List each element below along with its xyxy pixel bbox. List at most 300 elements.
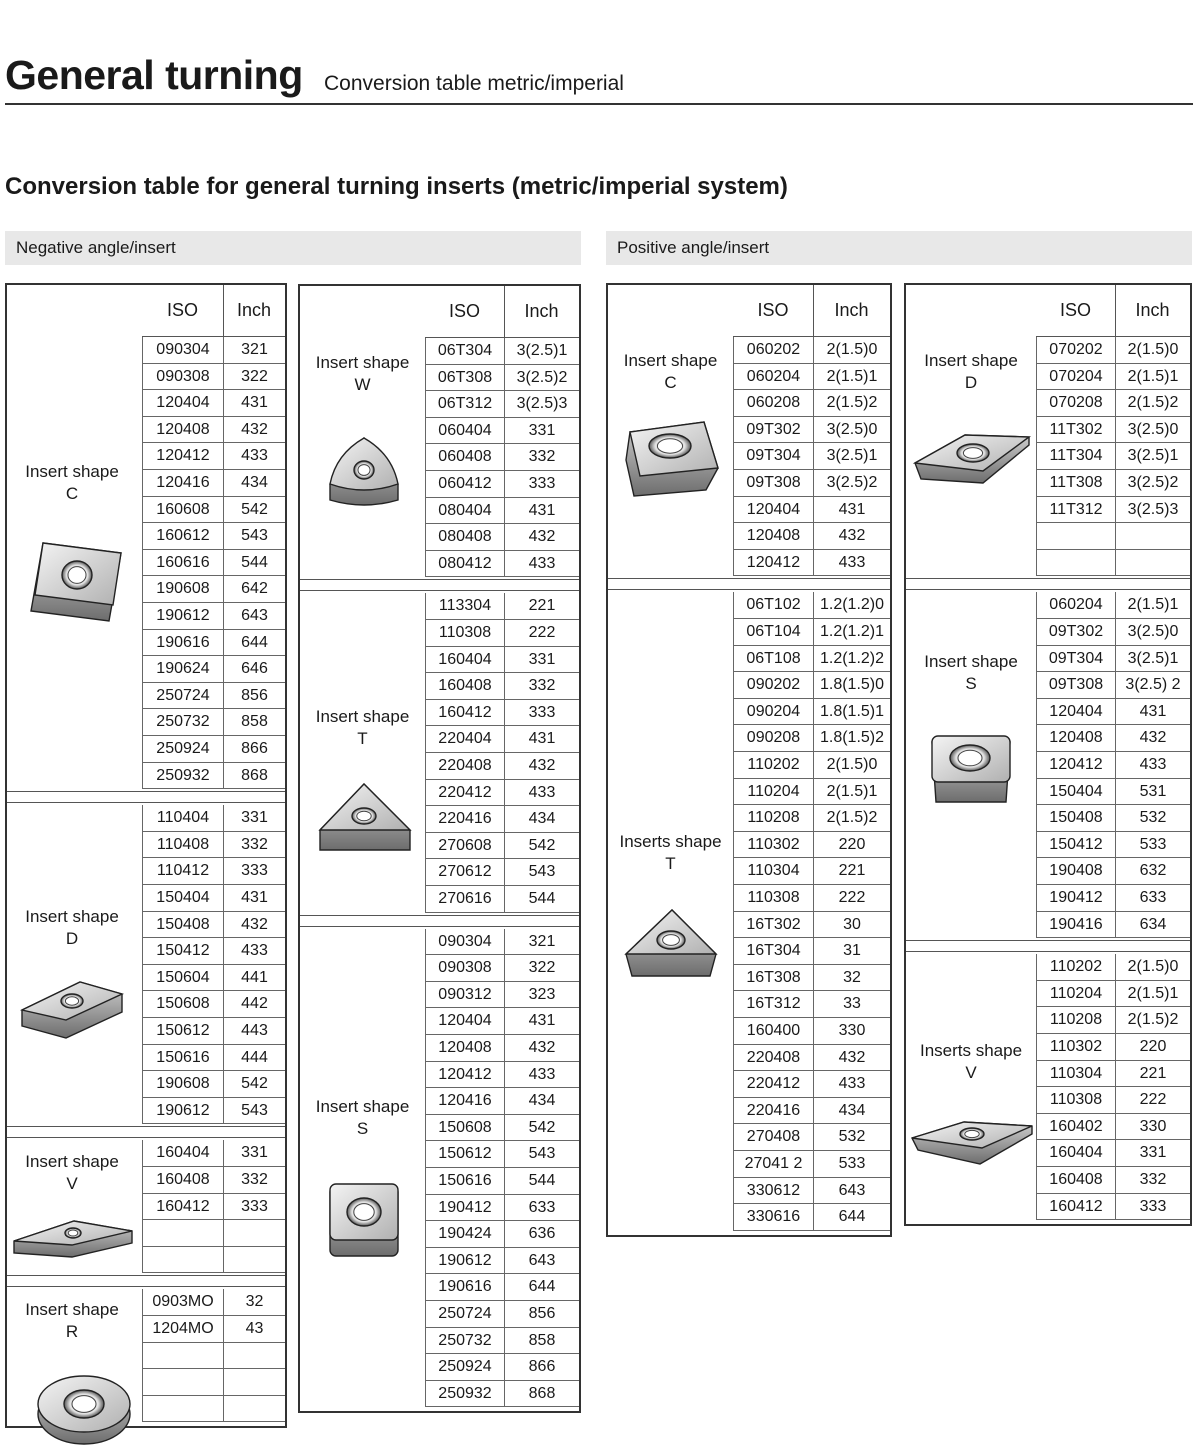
inch-code-cell: 431 [1115, 699, 1190, 726]
inch-code-cell: 333 [504, 471, 579, 498]
inch-code-cell: 646 [223, 656, 285, 683]
inch-code-cell: 1.2(1.2)1 [813, 619, 890, 646]
trigon-insert-icon [322, 434, 406, 515]
iso-code-cell: 150408 [1036, 805, 1115, 832]
shape-label-text: Insert shape [315, 1097, 410, 1116]
iso-code-cell: 270616 [425, 886, 504, 913]
square-insert-icon [326, 1180, 402, 1263]
iso-code-cell: 16T302 [733, 912, 813, 939]
iso-code-cell: 160412 [1036, 1194, 1115, 1221]
iso-code-cell: 080412 [425, 551, 504, 578]
inch-code-cell: 434 [504, 806, 579, 833]
shape-label-text: Insert shape [924, 351, 1018, 370]
shape-label-text: Insert shape [25, 907, 119, 926]
iso-code-cell: 110404 [142, 805, 223, 832]
iso-code-cell: 160408 [1036, 1167, 1115, 1194]
iso-code-cell [142, 1220, 223, 1247]
iso-code-cell: 090204 [733, 699, 813, 726]
iso-code-cell: 150608 [142, 991, 223, 1018]
inch-code-cell: 1.8(1.5)0 [813, 672, 890, 699]
inch-code-cell: 432 [504, 753, 579, 780]
inch-code-cell [223, 1396, 285, 1423]
inch-code-cell: 332 [504, 444, 579, 471]
table-negative-column-2 [298, 284, 581, 1413]
inch-code-cell: 331 [504, 418, 579, 445]
iso-code-cell: 110408 [142, 832, 223, 859]
inch-code-cell: 644 [504, 1274, 579, 1301]
inch-code-cell: 3(2.5)1 [1115, 443, 1190, 470]
inch-code-cell: 433 [813, 550, 890, 577]
iso-code-cell: 160412 [425, 700, 504, 727]
square-positive-insert-icon [930, 734, 1012, 809]
iso-code-cell: 11T308 [1036, 470, 1115, 497]
iso-code-cell: 120408 [142, 417, 223, 444]
inch-code-cell: 1.8(1.5)1 [813, 699, 890, 726]
inch-code-cell: 222 [813, 885, 890, 912]
inch-code-cell: 866 [504, 1354, 579, 1381]
shape-label-text: Insert shape [315, 707, 410, 726]
inch-code-cell: 433 [1115, 752, 1190, 779]
iso-code-cell: 110208 [1036, 1007, 1115, 1034]
shape-label-text: Inserts shape [619, 832, 722, 851]
iso-code-cell [142, 1369, 223, 1396]
inch-code-cell: 332 [504, 673, 579, 700]
iso-code-cell: 110308 [425, 620, 504, 647]
inch-code-cell: 31 [813, 938, 890, 965]
iso-code-cell: 070208 [1036, 390, 1115, 417]
header-inch: Inch [524, 301, 559, 321]
group-separator [906, 578, 1190, 590]
iso-code-cell: 270608 [425, 833, 504, 860]
inch-code-cell: 433 [504, 1062, 579, 1089]
shape-label-text: Insert shape [623, 351, 718, 370]
iso-code-cell: 110304 [1036, 1061, 1115, 1088]
inch-code-cell: 542 [223, 1071, 285, 1098]
inch-code-cell: 543 [223, 523, 285, 550]
inch-code-cell: 2(1.5)2 [1115, 390, 1190, 417]
iso-code-cell: 220404 [425, 726, 504, 753]
iso-code-cell [1036, 523, 1115, 550]
inch-code-cell [223, 1247, 285, 1274]
header-iso: ISO [166, 300, 198, 320]
iso-code-cell: 250724 [425, 1301, 504, 1328]
iso-code-cell: 160608 [142, 497, 223, 524]
iso-code-cell [142, 1247, 223, 1274]
inch-code-cell [223, 1343, 285, 1370]
iso-code-cell: 190408 [1036, 858, 1115, 885]
shape-label-text: Insert shape [315, 353, 410, 372]
table-positive-column-2 [904, 283, 1192, 1226]
inch-code-cell: 433 [504, 780, 579, 807]
inch-code-cell: 434 [223, 470, 285, 497]
inch-code-cell: 856 [504, 1301, 579, 1328]
iso-code-cell: 110204 [1036, 981, 1115, 1008]
iso-code-cell: 09T304 [733, 443, 813, 470]
iso-code-cell: 250732 [142, 709, 223, 736]
group-separator [300, 579, 579, 591]
iso-code-cell: 150616 [425, 1168, 504, 1195]
iso-code-cell: 250724 [142, 683, 223, 710]
inch-code-cell: 432 [504, 524, 579, 551]
iso-code-cell: 060204 [1036, 592, 1115, 619]
header-iso: ISO [448, 301, 480, 321]
group-separator [7, 1126, 285, 1138]
header-iso: ISO [1059, 300, 1091, 320]
shape-label-t [608, 831, 733, 875]
inch-code-cell: 432 [813, 523, 890, 550]
iso-code-cell: 070202 [1036, 337, 1115, 364]
iso-code-cell: 190412 [425, 1195, 504, 1222]
inch-code-cell: 432 [223, 912, 285, 939]
iso-code-cell: 220412 [425, 780, 504, 807]
inch-code-cell: 868 [223, 763, 285, 790]
inch-code-cell: 331 [1115, 1140, 1190, 1167]
positive-angle-band: Positive angle/insert [606, 231, 1192, 265]
inch-code-cell: 321 [223, 337, 285, 364]
iso-code-cell: 150608 [425, 1115, 504, 1142]
iso-code-cell: 220412 [733, 1071, 813, 1098]
inch-code-cell: 543 [504, 1141, 579, 1168]
iso-code-cell: 113304 [425, 593, 504, 620]
inch-code-cell: 3(2.5)3 [1115, 497, 1190, 524]
inch-code-cell: 431 [504, 1008, 579, 1035]
inch-code-cell: 221 [504, 593, 579, 620]
iso-code-cell: 110412 [142, 858, 223, 885]
iso-code-cell: 27041 2 [733, 1151, 813, 1178]
inch-code-cell: 866 [223, 736, 285, 763]
shape-letter: C [65, 484, 79, 503]
inch-code-cell: 43 [223, 1316, 285, 1343]
iso-code-cell: 11T302 [1036, 417, 1115, 444]
inch-code-cell: 432 [223, 417, 285, 444]
iso-code-cell: 110308 [1036, 1087, 1115, 1114]
iso-code-cell: 090304 [142, 337, 223, 364]
group-separator [7, 791, 285, 803]
iso-code-cell: 190616 [425, 1274, 504, 1301]
inch-code-cell: 431 [504, 726, 579, 753]
round-insert-icon [34, 1372, 134, 1451]
shape-letter: W [354, 375, 371, 394]
iso-code-cell [1036, 550, 1115, 577]
inch-code-cell: 442 [223, 991, 285, 1018]
iso-code-cell: 150604 [142, 965, 223, 992]
iso-code-cell: 090304 [425, 929, 504, 956]
inch-code-cell: 634 [1115, 912, 1190, 939]
inch-code-cell: 330 [1115, 1114, 1190, 1141]
inch-code-cell: 858 [504, 1328, 579, 1355]
rhombus-55-positive-insert-icon [913, 427, 1031, 498]
inch-code-cell: 868 [504, 1381, 579, 1408]
group-separator [300, 915, 579, 927]
inch-code-cell: 2(1.5)1 [1115, 981, 1190, 1008]
shape-letter: S [965, 674, 977, 693]
inch-code-cell: 858 [223, 709, 285, 736]
inch-code-cell: 221 [813, 858, 890, 885]
inch-code-cell: 30 [813, 912, 890, 939]
inch-code-cell: 431 [813, 497, 890, 524]
table-negative-column-1 [5, 283, 287, 1428]
inch-code-cell: 544 [223, 550, 285, 577]
inch-code-cell: 642 [223, 576, 285, 603]
iso-code-cell: 09T308 [733, 470, 813, 497]
inch-code-cell: 531 [1115, 779, 1190, 806]
inch-code-cell: 543 [223, 1098, 285, 1125]
iso-code-cell: 070204 [1036, 364, 1115, 391]
header-divider [5, 103, 1193, 105]
iso-code-cell: 160404 [142, 1140, 223, 1167]
shape-letter: T [665, 854, 676, 873]
iso-code-cell: 06T308 [425, 365, 504, 392]
header-inch: Inch [834, 300, 869, 320]
inch-code-cell [223, 1369, 285, 1396]
iso-code-cell: 110304 [733, 858, 813, 885]
iso-code-cell: 110302 [1036, 1034, 1115, 1061]
iso-code-cell: 250932 [425, 1381, 504, 1408]
inch-code-cell: 331 [504, 647, 579, 674]
iso-code-cell: 250924 [142, 736, 223, 763]
triangle-positive-insert-icon [624, 908, 718, 985]
inch-code-cell: 2(1.5)1 [813, 779, 890, 806]
inch-code-cell: 433 [223, 443, 285, 470]
inch-code-cell: 332 [1115, 1167, 1190, 1194]
inch-code-cell: 3(2.5)2 [813, 470, 890, 497]
shape-label-d [906, 350, 1036, 394]
iso-code-cell: 160408 [425, 673, 504, 700]
iso-code-cell: 11T304 [1036, 443, 1115, 470]
header-inch: Inch [236, 300, 272, 320]
shape-label-c [7, 461, 137, 505]
iso-code-cell: 190608 [142, 576, 223, 603]
iso-code-cell: 160404 [425, 647, 504, 674]
group-separator [608, 578, 890, 590]
negative-angle-band: Negative angle/insert [5, 231, 581, 265]
iso-code-cell: 060208 [733, 390, 813, 417]
iso-code-cell: 160412 [142, 1194, 223, 1221]
inch-code-cell: 333 [1115, 1194, 1190, 1221]
group-separator [7, 1275, 285, 1287]
shape-label-v [906, 1040, 1036, 1084]
iso-code-cell: 120404 [1036, 699, 1115, 726]
page-header [0, 0, 1200, 108]
triangle-insert-icon [318, 782, 412, 861]
inch-code-cell [223, 1220, 285, 1247]
iso-code-cell: 060204 [733, 364, 813, 391]
shape-label-text: Insert shape [25, 462, 119, 481]
page-title: General turning [5, 52, 303, 98]
iso-code-cell: 120412 [1036, 752, 1115, 779]
inch-code-cell: 221 [1115, 1061, 1190, 1088]
inch-code-cell: 2(1.5)0 [813, 752, 890, 779]
iso-code-cell: 120404 [425, 1008, 504, 1035]
shape-label-s [300, 1096, 425, 1140]
page-subtitle: Conversion table metric/imperial [324, 72, 624, 95]
iso-code-cell: 09T308 [1036, 672, 1115, 699]
shape-label-w [300, 352, 425, 396]
iso-code-cell: 190616 [142, 630, 223, 657]
inch-code-cell [1115, 523, 1190, 550]
shape-label-text: Insert shape [924, 652, 1018, 671]
table-positive-column-1 [606, 283, 892, 1237]
inch-code-cell: 431 [223, 390, 285, 417]
iso-code-cell: 110204 [733, 779, 813, 806]
iso-code-cell: 190608 [142, 1071, 223, 1098]
iso-code-cell: 110208 [733, 805, 813, 832]
shape-label-d [7, 906, 137, 950]
inch-code-cell: 3(2.5)0 [1115, 417, 1190, 444]
iso-code-cell: 06T304 [425, 338, 504, 365]
iso-code-cell: 080408 [425, 524, 504, 551]
inch-code-cell: 323 [504, 982, 579, 1009]
inch-code-cell: 444 [223, 1045, 285, 1072]
iso-code-cell: 150412 [1036, 832, 1115, 859]
iso-code-cell: 190612 [142, 603, 223, 630]
inch-code-cell: 533 [1115, 832, 1190, 859]
inch-code-cell: 644 [813, 1204, 890, 1231]
inch-code-cell: 3(2.5)2 [1115, 470, 1190, 497]
iso-code-cell: 120412 [733, 550, 813, 577]
inch-code-cell: 432 [813, 1045, 890, 1072]
rhombus-35-insert-icon [12, 1215, 134, 1264]
iso-code-cell: 270612 [425, 859, 504, 886]
inch-code-cell: 33 [813, 991, 890, 1018]
iso-code-cell: 330616 [733, 1204, 813, 1231]
inch-code-cell: 532 [813, 1124, 890, 1151]
iso-code-cell: 220416 [425, 806, 504, 833]
inch-code-cell: 636 [504, 1221, 579, 1248]
iso-code-cell: 110308 [733, 885, 813, 912]
iso-code-cell: 090308 [425, 955, 504, 982]
iso-code-cell: 16T312 [733, 991, 813, 1018]
shape-letter: S [356, 1119, 369, 1138]
iso-code-cell: 190412 [1036, 885, 1115, 912]
inch-code-cell: 3(2.5)0 [1115, 619, 1190, 646]
inch-code-cell: 332 [223, 1167, 285, 1194]
iso-code-cell: 120404 [733, 497, 813, 524]
iso-code-cell: 120416 [425, 1088, 504, 1115]
inch-code-cell: 544 [504, 1168, 579, 1195]
inch-code-cell: 331 [223, 805, 285, 832]
iso-code-cell: 150404 [1036, 779, 1115, 806]
inch-code-cell: 2(1.5)1 [1115, 364, 1190, 391]
inch-code-cell: 433 [813, 1071, 890, 1098]
iso-code-cell: 220408 [733, 1045, 813, 1072]
iso-code-cell: 330612 [733, 1178, 813, 1205]
inch-code-cell: 32 [223, 1289, 285, 1316]
inch-code-cell: 3(2.5)1 [504, 338, 579, 365]
inch-code-cell: 542 [504, 1115, 579, 1142]
iso-code-cell: 160616 [142, 550, 223, 577]
iso-code-cell: 160408 [142, 1167, 223, 1194]
iso-code-cell: 090308 [142, 364, 223, 391]
shape-label-text: Insert shape [25, 1152, 119, 1171]
inch-code-cell: 544 [504, 886, 579, 913]
iso-code-cell: 090202 [733, 672, 813, 699]
inch-code-cell: 222 [504, 620, 579, 647]
iso-code-cell: 120412 [142, 443, 223, 470]
iso-code-cell: 250732 [425, 1328, 504, 1355]
inch-code-cell: 222 [1115, 1087, 1190, 1114]
iso-code-cell: 160402 [1036, 1114, 1115, 1141]
inch-code-cell: 2(1.5)2 [813, 390, 890, 417]
inch-code-cell: 333 [504, 700, 579, 727]
iso-code-cell: 190424 [425, 1221, 504, 1248]
iso-code-cell: 06T108 [733, 646, 813, 673]
inch-code-cell: 3(2.5)2 [504, 365, 579, 392]
iso-code-cell: 150612 [142, 1018, 223, 1045]
inch-code-cell: 643 [223, 603, 285, 630]
iso-code-cell: 190416 [1036, 912, 1115, 939]
iso-code-cell: 06T104 [733, 619, 813, 646]
inch-code-cell: 330 [813, 1018, 890, 1045]
iso-code-cell: 120404 [142, 390, 223, 417]
inch-code-cell: 643 [504, 1248, 579, 1275]
shape-label-t [300, 706, 425, 750]
inch-code-cell: 433 [223, 938, 285, 965]
iso-code-cell: 110202 [1036, 954, 1115, 981]
inch-code-cell: 443 [223, 1018, 285, 1045]
iso-code-cell: 120408 [425, 1035, 504, 1062]
iso-code-cell: 0903MO [142, 1289, 223, 1316]
iso-code-cell: 080404 [425, 498, 504, 525]
shape-label-text: Insert shape [25, 1300, 119, 1319]
iso-code-cell: 120408 [1036, 725, 1115, 752]
group-separator [906, 940, 1190, 952]
rhombus-55-insert-icon [20, 980, 124, 1045]
iso-code-cell: 110302 [733, 832, 813, 859]
inch-code-cell: 1.2(1.2)0 [813, 592, 890, 619]
section-title: Conversion table for general turning inserts (metric/imperial system) [5, 173, 788, 200]
iso-code-cell: 11T312 [1036, 497, 1115, 524]
shape-label-v [7, 1151, 137, 1195]
inch-code-cell: 542 [504, 833, 579, 860]
iso-code-cell: 060408 [425, 444, 504, 471]
header-inch: Inch [1135, 300, 1170, 320]
inch-code-cell: 331 [223, 1140, 285, 1167]
header-iso: ISO [757, 300, 789, 320]
shape-letter: D [964, 373, 978, 392]
iso-code-cell: 1204MO [142, 1316, 223, 1343]
inch-code-cell: 333 [223, 1194, 285, 1221]
iso-code-cell: 120416 [142, 470, 223, 497]
inch-code-cell: 2(1.5)2 [813, 805, 890, 832]
iso-code-cell: 160400 [733, 1018, 813, 1045]
iso-code-cell: 09T302 [733, 417, 813, 444]
inch-code-cell: 441 [223, 965, 285, 992]
shape-label-s [906, 651, 1036, 695]
iso-code-cell [142, 1396, 223, 1423]
inch-code-cell: 633 [504, 1195, 579, 1222]
iso-code-cell: 09T302 [1036, 619, 1115, 646]
inch-code-cell: 2(1.5)0 [813, 337, 890, 364]
inch-code-cell: 633 [1115, 885, 1190, 912]
inch-code-cell: 644 [223, 630, 285, 657]
rhombus-80-positive-insert-icon [624, 420, 720, 503]
shape-letter: T [357, 729, 368, 748]
iso-code-cell: 160404 [1036, 1140, 1115, 1167]
inch-code-cell: 3(2.5)1 [813, 443, 890, 470]
iso-code-cell [142, 1343, 223, 1370]
inch-code-cell: 2(1.5)1 [813, 364, 890, 391]
inch-code-cell: 2(1.5)1 [1115, 592, 1190, 619]
shape-letter: C [664, 373, 677, 392]
shape-letter: V [965, 1063, 977, 1082]
inch-code-cell: 32 [813, 965, 890, 992]
inch-code-cell: 220 [1115, 1034, 1190, 1061]
inch-code-cell: 3(2.5) 2 [1115, 672, 1190, 699]
inch-code-cell: 332 [223, 832, 285, 859]
inch-code-cell: 431 [504, 498, 579, 525]
inch-code-cell: 532 [1115, 805, 1190, 832]
